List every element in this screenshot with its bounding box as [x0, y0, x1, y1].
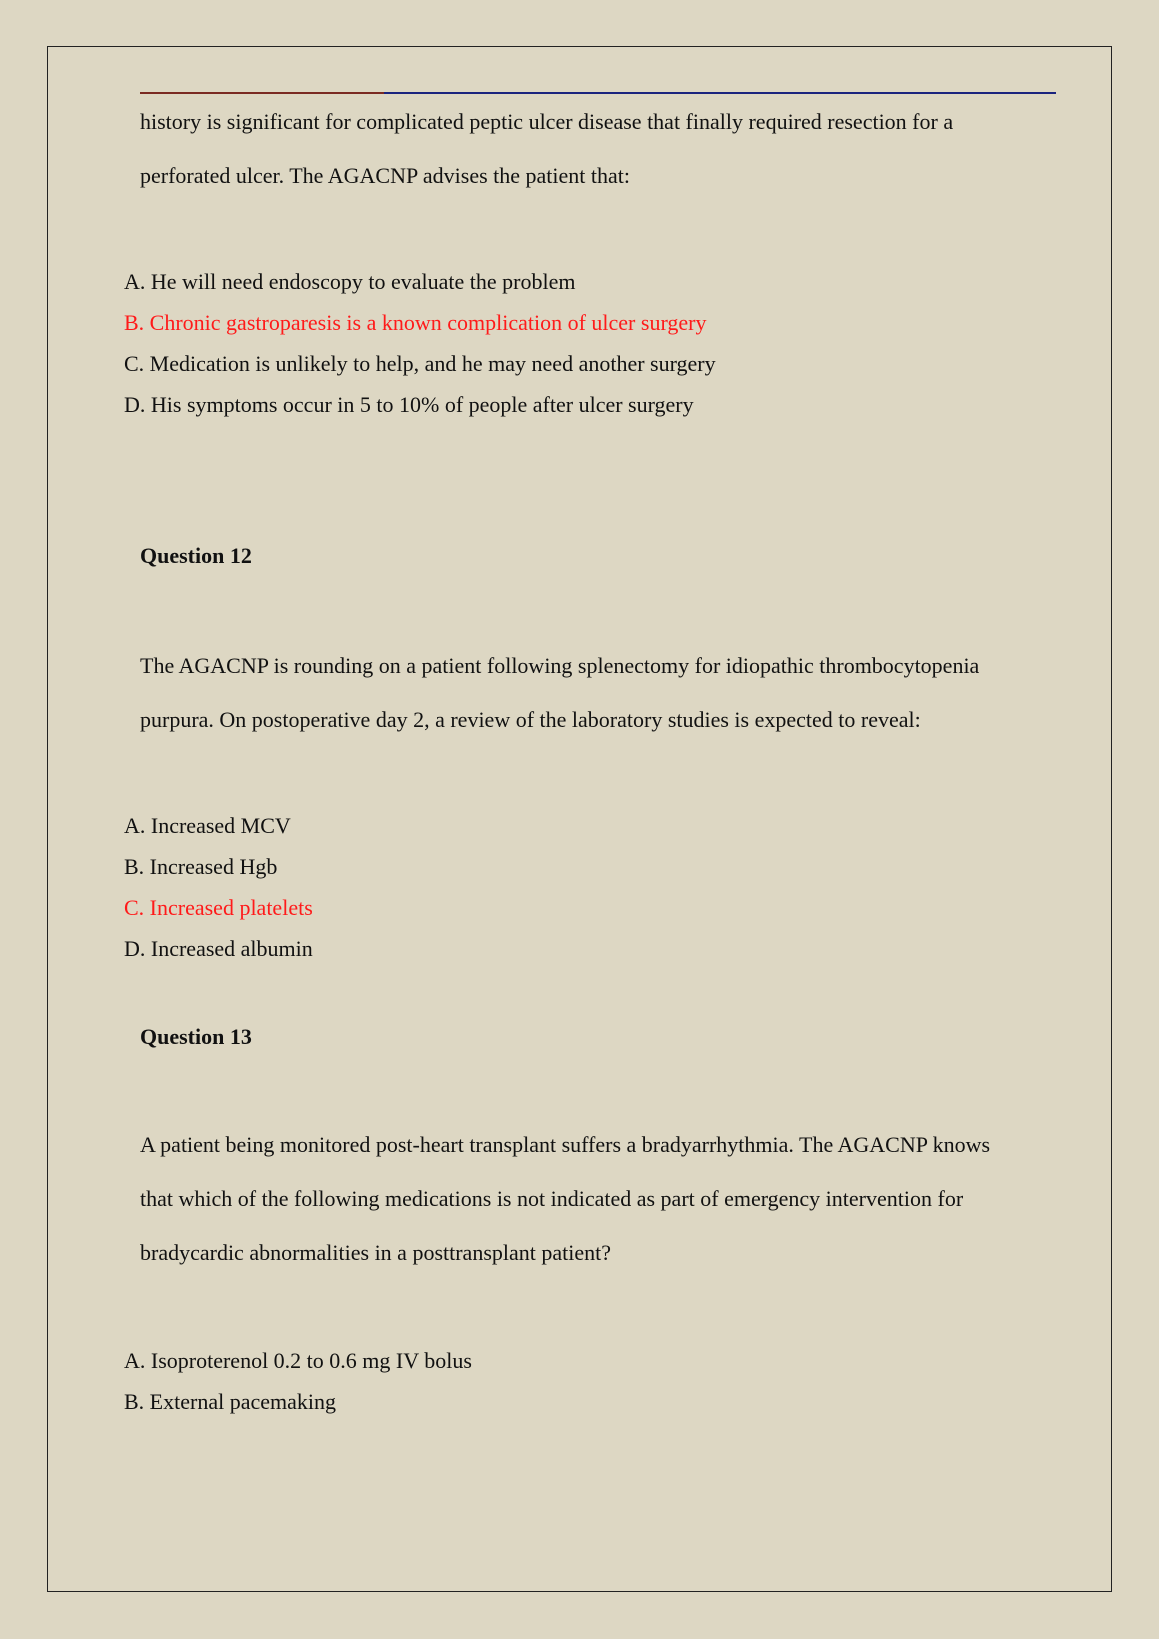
answer-option: D. His symptoms occur in 5 to 10% of people after ulcer surgery: [124, 392, 694, 417]
question-12-options: [124, 805, 313, 969]
answer-option: B. External pacemaking: [124, 1389, 336, 1414]
header-rule: [140, 92, 1056, 94]
answer-option: A. Increased MCV: [124, 813, 291, 838]
continuation-stem: [140, 95, 1070, 203]
continuation-options: [124, 261, 716, 425]
continuation-line: perforated ulcer. The AGACNP advises the patient that:: [140, 163, 630, 188]
answer-option: B. Increased Hgb: [124, 854, 278, 879]
answer-option: C. Medication is unlikely to help, and he may need another surgery: [124, 351, 716, 376]
answer-option: D. Increased albumin: [124, 936, 313, 961]
continuation-line: history is significant for complicated peptic ulcer disease that finally required resection for a: [140, 109, 954, 134]
answer-option: A. He will need endoscopy to evaluate the problem: [124, 269, 576, 294]
question-line: that which of the following medications is not indicated as part of emergency intervention for: [140, 1186, 964, 1211]
answer-option: A. Isoproterenol 0.2 to 0.6 mg IV bolus: [124, 1348, 472, 1373]
question-12-stem: [140, 639, 1070, 747]
question-line: The AGACNP is rounding on a patient following splenectomy for idiopathic thrombocytopenia: [140, 653, 980, 678]
question-13-stem: [140, 1118, 1070, 1280]
header-rule-left: [140, 92, 384, 94]
question-13-options: [124, 1340, 472, 1422]
question-line: A patient being monitored post-heart transplant suffers a bradyarrhythmia. The AGACNP knows: [140, 1132, 991, 1157]
question-13-title: Question 13: [140, 1024, 252, 1049]
question-line: purpura. On postoperative day 2, a review of the laboratory studies is expected to reveal:: [140, 707, 921, 732]
header-rule-right: [384, 92, 1056, 94]
question-12-title: Question 12: [140, 543, 252, 568]
question-line: bradycardic abnormalities in a posttransplant patient?: [140, 1240, 612, 1265]
answer-option-correct: C. Increased platelets: [124, 895, 313, 920]
answer-option-correct: B. Chronic gastroparesis is a known complication of ulcer surgery: [124, 310, 707, 335]
